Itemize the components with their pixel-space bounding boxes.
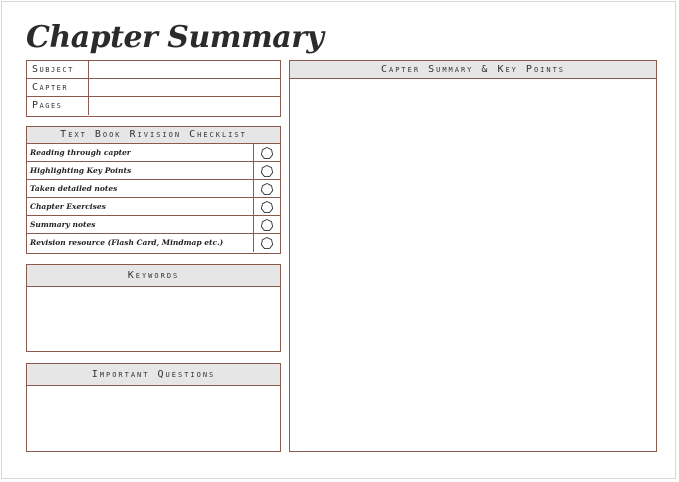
keywords-area[interactable]: [27, 287, 280, 351]
checklist-item: [27, 162, 280, 180]
checklist-item: [27, 198, 280, 216]
heptagon-checkbox-icon: [260, 146, 274, 160]
checklist-item-checkbox[interactable]: [253, 234, 280, 252]
important-questions-area[interactable]: [27, 386, 280, 451]
worksheet-page: [1, 1, 676, 479]
checklist-item-checkbox[interactable]: [253, 144, 280, 161]
checklist-item-label: Reading through capter: [30, 148, 131, 157]
revision-checklist: [26, 126, 281, 254]
important-questions-box: [26, 363, 281, 452]
checklist-item-checkbox[interactable]: [253, 162, 280, 179]
summary-heading: Capter Summary & Key Points: [290, 61, 656, 79]
subject-field[interactable]: [89, 61, 280, 78]
subject-label: Subject: [27, 61, 89, 78]
heptagon-checkbox-icon: [260, 182, 274, 196]
info-table: [26, 60, 281, 117]
summary-area[interactable]: [290, 79, 656, 451]
checklist-item-checkbox[interactable]: [253, 180, 280, 197]
chapter-field[interactable]: [89, 79, 280, 96]
heptagon-checkbox-icon: [260, 236, 274, 250]
heptagon-checkbox-icon: [260, 218, 274, 232]
checklist-item: [27, 180, 280, 198]
keywords-box: [26, 264, 281, 352]
summary-box: [289, 60, 657, 452]
checklist-item-label: Revision resource (Flash Card, Mindmap etc.): [30, 238, 224, 247]
checklist-item: [27, 216, 280, 234]
checklist-item-checkbox[interactable]: [253, 216, 280, 233]
important-questions-heading: Important Questions: [27, 364, 280, 386]
checklist-heading: Text Book Rivision Checklist: [27, 127, 280, 144]
checklist-item-label: Highlighting Key Points: [30, 166, 132, 175]
pages-field[interactable]: [89, 97, 280, 115]
chapter-label: Capter: [27, 79, 89, 96]
pages-label: Pages: [27, 97, 89, 115]
page-title: Chapter Summary: [26, 20, 324, 55]
heptagon-checkbox-icon: [260, 164, 274, 178]
checklist-item-checkbox[interactable]: [253, 198, 280, 215]
info-row-chapter: [27, 79, 280, 97]
heptagon-checkbox-icon: [260, 200, 274, 214]
checklist-item: [27, 234, 280, 252]
checklist-items: [27, 144, 280, 252]
checklist-item-label: Chapter Exercises: [30, 202, 106, 211]
info-row-pages: [27, 97, 280, 115]
keywords-heading: Keywords: [27, 265, 280, 287]
info-row-subject: [27, 61, 280, 79]
checklist-item-label: Taken detailed notes: [30, 184, 118, 193]
checklist-item-label: Summary notes: [30, 220, 96, 229]
checklist-item: [27, 144, 280, 162]
